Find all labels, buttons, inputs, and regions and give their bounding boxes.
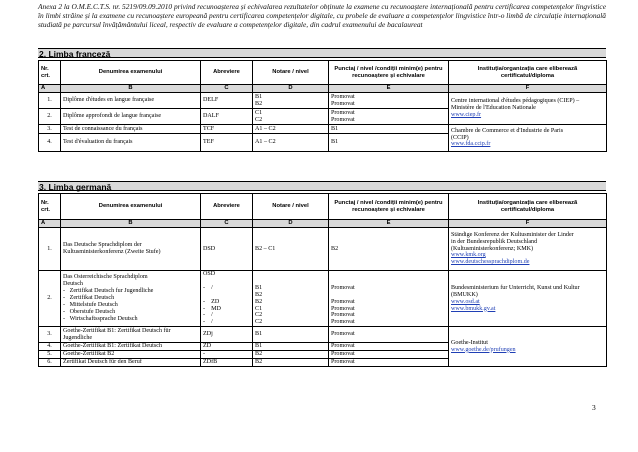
letters-row [39, 85, 607, 93]
inst-line: Ständige Konferenz der Kultusminister der Linder [451, 231, 574, 238]
item-label: Oberstufe Deutsch [69, 308, 116, 315]
table-row [39, 93, 607, 109]
col-score: Punctaj / nivel /condiții minim(e) pentru recunoaștere și echivalare [329, 61, 449, 85]
exam-name: Diplôme d'études en langue française [61, 93, 201, 109]
letter-f: F [449, 220, 607, 228]
section-title-french: 2. Limba franceză [38, 48, 606, 58]
exam-name: Test d'évaluation du français [61, 134, 201, 152]
row-nr: 2. [39, 109, 61, 125]
col-level: Notare / nivel [253, 61, 329, 85]
item-label: Zertifikat Deutsch [69, 295, 115, 302]
exam-name: Diplôme approfondi de langue française [61, 109, 201, 125]
institution-goethe [449, 327, 607, 367]
score-value: Promovat [331, 100, 355, 107]
exam-score [329, 109, 449, 125]
level-value: C2 [255, 116, 263, 123]
exam-abbr: ZDfB [201, 359, 253, 367]
kmk-link[interactable]: www.kmk.org [451, 252, 486, 259]
score-value: Promovat [331, 298, 355, 305]
exam-abbr: - [201, 351, 253, 359]
french-table [38, 60, 607, 152]
header-row [39, 61, 607, 85]
col-name: Denumirea examenului [61, 194, 201, 220]
level-value: B2 [255, 298, 263, 305]
table-row [39, 327, 607, 343]
exam-abbr: TEF [201, 134, 253, 152]
exam-level: B2 – C1 [253, 228, 329, 271]
goethe-link[interactable]: www.goethe.de/prufungen [451, 346, 516, 353]
score-value: Promovat [331, 305, 355, 312]
section-title-german: 3. Limba germană [38, 181, 606, 191]
page-number: 3 [592, 403, 596, 412]
item-label: Zertifikat Deutsch fur Jugendliche [69, 288, 154, 295]
level-value: C1 [255, 109, 263, 116]
row-nr: 1. [39, 228, 61, 271]
exam-score [329, 271, 449, 327]
score-value: Promovat [331, 109, 355, 116]
row-nr: 3. [39, 125, 61, 134]
exam-level: B2 [253, 359, 329, 367]
exam-score: B2 [329, 228, 449, 271]
list-item: - Zertifikat Deutsch [63, 295, 115, 302]
letter-b: B [61, 220, 201, 228]
score-value: Promovat [331, 284, 355, 291]
list-item: - Oberstufe Deutsch [63, 308, 116, 315]
exam-name: Goethe-Zertifikat B2 [61, 351, 201, 359]
letter-c: C [201, 220, 253, 228]
institution-bmukk [449, 271, 607, 327]
institution-kmk [449, 228, 607, 271]
exam-name: Goethe-Zertifikat B1: Zertifikat Deutsch [61, 343, 201, 351]
col-abbr: Abreviere [201, 194, 253, 220]
col-name: Denumirea examenului [61, 61, 201, 85]
letter-d: D [253, 220, 329, 228]
abbr-value: MD [211, 305, 221, 312]
col-abbr: Abreviere [201, 61, 253, 85]
table-row [39, 271, 607, 327]
exam-abbr: ÖSD - / - ZD - MD - / - / [201, 271, 253, 327]
col-nr: Nr. crt. [39, 194, 61, 220]
ciep-link[interactable]: www.ciep.fr [451, 111, 482, 118]
exam-abbr: ZDj [201, 327, 253, 343]
institution-ccip [449, 125, 607, 152]
abbr-value: / [211, 319, 213, 326]
exam-level: A1 – C2 [253, 125, 329, 134]
row-nr: 3. [39, 327, 61, 343]
letters-row [39, 220, 607, 228]
letter-b: B [61, 85, 201, 93]
col-nr: Nr. crt. [39, 61, 61, 85]
exam-level: B1 [253, 343, 329, 351]
exam-abbr: DALF [201, 109, 253, 125]
exam-score: Promovat [329, 351, 449, 359]
row-nr: 4. [39, 343, 61, 351]
item-label: Wirtschaftssprache Deutsch [69, 315, 138, 322]
list-item: - Mittelstufe Deutsch [63, 302, 118, 309]
exam-name: Zertifikat Deutsch für den Beruf [61, 359, 201, 367]
col-inst: Instituția/organizația care eliberează certificatul/diploma [449, 61, 607, 85]
exam-level [253, 93, 329, 109]
exam-level [253, 271, 329, 327]
exam-abbr: TCF [201, 125, 253, 134]
exam-score [329, 93, 449, 109]
inst-line: Ministère de l'Education Nationale [451, 105, 536, 112]
exam-name: Goethe-Zertifikat B1: Zertifikat Deutsch für Jugendliche [61, 327, 201, 343]
exam-score: Promovat [329, 359, 449, 367]
letter-c: C [201, 85, 253, 93]
letter-e: E [329, 85, 449, 93]
item-label: Mittelstufe Deutsch [69, 302, 118, 309]
row-nr: 2. [39, 271, 61, 327]
exam-level: A1 – C2 [253, 134, 329, 152]
letter-a: A [39, 85, 61, 93]
level-value: C2 [255, 319, 263, 326]
dsd-link[interactable]: www.deutschessprachdiplom.de [451, 259, 530, 266]
score-value: Promovat [331, 312, 355, 319]
inst-line: (BMUKK) [451, 291, 478, 298]
col-level: Notare / nivel [253, 194, 329, 220]
col-inst: Instituția/organizația care eliberează certificatul/diploma [449, 194, 607, 220]
bmukk-link[interactable]: www.bmukk.gv.at [451, 305, 496, 312]
exam-score: B1 [329, 125, 449, 134]
inst-line: Goethe-Institut [451, 339, 488, 346]
score-value: Promovat [331, 93, 355, 100]
table-row [39, 228, 607, 271]
letter-d: D [253, 85, 329, 93]
row-nr: 5. [39, 351, 61, 359]
exam-abbr: DELF [201, 93, 253, 109]
header-row [39, 194, 607, 220]
letter-e: E [329, 220, 449, 228]
exam-name: Das Deutsche Sprachdiplom der Kultusministerkonferenz (Zweite Stufe) [61, 228, 201, 271]
exam-score: Promovat [329, 343, 449, 351]
inst-line: Chambre de Commerce et d'Industrie de Paris [451, 127, 564, 134]
row-nr: 4. [39, 134, 61, 152]
col-score: Punctaj / nivel /condiții minim(e) pentru recunoaștere și echivalare [329, 194, 449, 220]
name-line: Das Osterreichische Sprachdiplom [63, 274, 148, 281]
table-row [39, 125, 607, 134]
exam-level: B1 [253, 327, 329, 343]
abbr-value: / [211, 284, 213, 291]
ccip-link[interactable]: www.fda.ccip.fr [451, 141, 491, 148]
inst-line: Bundesministerium fur Unterricht, Kunst und Kultur [451, 284, 580, 291]
exam-name: Test de connaissance du français [61, 125, 201, 134]
level-value: B2 [255, 291, 263, 298]
score-value: Promovat [331, 319, 355, 326]
list-item: - Wirtschaftssprache Deutsch [63, 315, 138, 322]
level-value: B2 [255, 100, 263, 107]
inst-line: (CCIP) [451, 134, 469, 141]
german-table [38, 193, 607, 367]
list-item: - Zertifikat Deutsch fur Jugendliche [63, 288, 154, 295]
row-nr: 1. [39, 93, 61, 109]
abbr-head: ÖSD [203, 271, 216, 277]
exam-level: B2 [253, 351, 329, 359]
header-note: Anexa 2 la O.M.E.C.T.S. nr. 5219/09.09.2010 privind recunoașterea și echivalarea rezultatelor obținute la examene cu recunoaștere internațională pentru certificarea competențelor lingvistice în limbi străine și la examene cu recunoaștere europeană pentru certificarea competențelor digitale, cu probele de evaluare a competențelor lingvistice într-o limbă de circulație internațională studiată pe parcursul învățământului liceal, respectiv de evaluare a competențelor digitale, din cadrul examenului de bacalaureat [38, 2, 606, 29]
score-value: Promovat [331, 116, 355, 123]
exam-abbr: DSD [201, 228, 253, 271]
level-value: B1 [255, 284, 263, 291]
letter-a: A [39, 220, 61, 228]
inst-line: in der Bundesrepublik Deutschland [451, 238, 538, 245]
letter-f: F [449, 85, 607, 93]
name-line: Deutsch [63, 281, 83, 288]
inst-line: (Kultusministerkonferenz; KMK) [451, 245, 534, 252]
abbr-value: ZD [211, 298, 220, 305]
exam-score: B1 [329, 134, 449, 152]
institution-ciep [449, 93, 607, 125]
inst-line: Centre international d'études pédagogiques (CIEP) – [451, 98, 580, 105]
exam-level [253, 109, 329, 125]
row-nr: 6. [39, 359, 61, 367]
level-value: C2 [255, 312, 263, 319]
osd-link[interactable]: www.osd.at [451, 298, 480, 305]
exam-abbr: ZD [201, 343, 253, 351]
level-value: C1 [255, 305, 263, 312]
abbr-value: / [211, 312, 213, 319]
exam-score: Promovat [329, 327, 449, 343]
exam-name [61, 271, 201, 327]
level-value: B1 [255, 93, 263, 100]
